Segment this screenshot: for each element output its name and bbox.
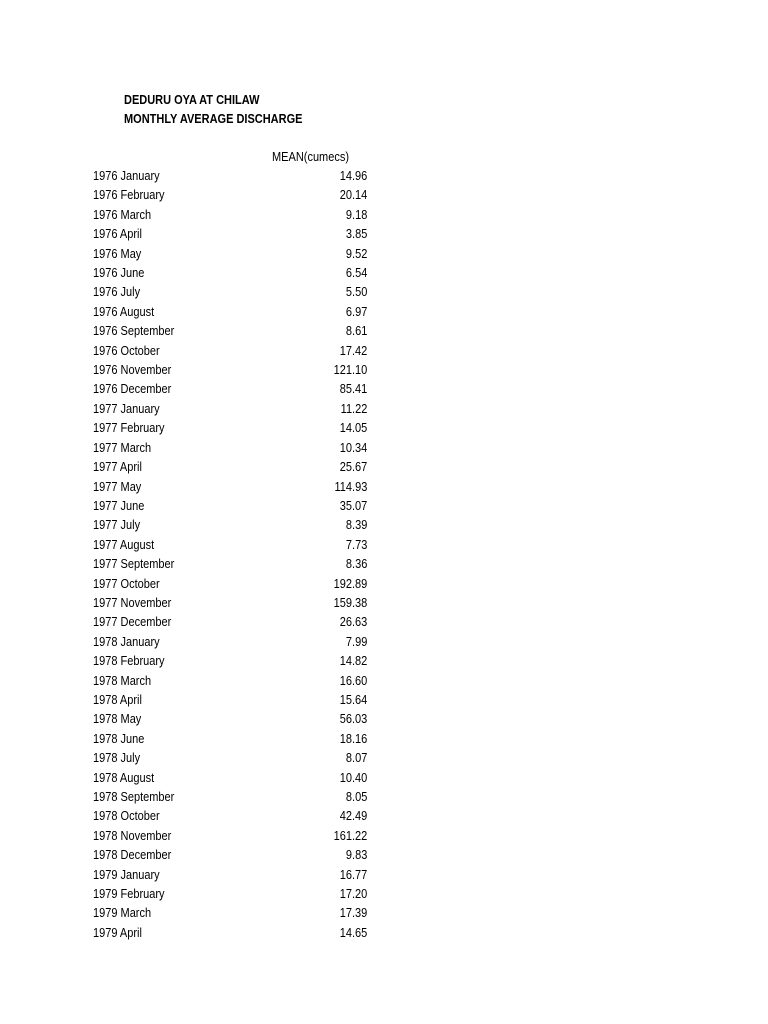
month-label: 1976 August: [93, 304, 155, 319]
table-row: [93, 225, 367, 244]
mean-column-header: MEAN(cumecs): [272, 150, 350, 164]
table-row: [93, 846, 367, 865]
table-row: [93, 594, 367, 613]
mean-discharge-value: 14.96: [339, 169, 367, 183]
month-label: 1976 June: [93, 266, 145, 281]
mean-discharge-value: 16.60: [339, 673, 367, 688]
month-label: 1978 January: [93, 634, 160, 649]
table-row: [93, 264, 367, 283]
table-row: [93, 730, 367, 749]
table-row: [93, 478, 367, 497]
table-row: [93, 342, 367, 361]
table-row: [93, 206, 367, 225]
mean-discharge-value: 8.36: [345, 557, 367, 572]
mean-discharge-value: 18.16: [339, 731, 367, 746]
mean-discharge-value: 11.22: [340, 401, 367, 416]
month-label: 1977 February: [93, 421, 165, 436]
discharge-table: [93, 167, 367, 943]
month-label: 1978 June: [93, 731, 145, 746]
month-label: 1977 March: [93, 440, 152, 455]
mean-discharge-value: 9.52: [345, 246, 367, 261]
month-label: 1977 August: [93, 537, 155, 552]
mean-discharge-value: 17.42: [339, 343, 367, 358]
table-row: [93, 245, 367, 264]
mean-discharge-value: 15.64: [339, 692, 367, 707]
month-label: 1977 July: [93, 518, 141, 533]
mean-discharge-value: 8.61: [345, 324, 367, 339]
month-label: 1977 June: [93, 498, 145, 513]
table-row: [93, 439, 367, 458]
month-label: 1977 November: [93, 595, 172, 610]
table-row: [93, 924, 367, 943]
month-label: 1976 July: [93, 285, 141, 300]
month-label: 1977 December: [93, 615, 172, 630]
month-label: 1978 May: [93, 712, 142, 727]
document-subtitle: MONTHLY AVERAGE DISCHARGE: [124, 112, 303, 126]
mean-discharge-value: 121.10: [333, 363, 367, 378]
mean-discharge-value: 6.97: [345, 304, 367, 319]
month-label: 1979 January: [93, 867, 160, 882]
table-row: [93, 186, 367, 205]
table-row: [93, 400, 367, 419]
table-row: [93, 497, 367, 516]
table-row: [93, 303, 367, 322]
month-label: 1978 November: [93, 828, 172, 843]
table-row: [93, 633, 367, 652]
table-row: [93, 904, 367, 923]
table-row: [93, 769, 367, 788]
table-row: [93, 866, 367, 885]
mean-discharge-value: 25.67: [339, 460, 367, 475]
month-label: 1978 March: [93, 673, 152, 688]
mean-discharge-value: 7.99: [345, 634, 367, 649]
mean-discharge-value: 26.63: [339, 615, 367, 630]
month-label: 1977 October: [93, 576, 160, 591]
month-label: 1977 September: [93, 557, 175, 572]
mean-discharge-value: 16.77: [339, 867, 367, 882]
table-row: [93, 788, 367, 807]
mean-discharge-value: 17.20: [339, 887, 367, 902]
month-label: 1978 August: [93, 770, 155, 785]
month-label: 1979 February: [93, 887, 165, 902]
mean-discharge-value: 9.83: [345, 848, 367, 863]
mean-discharge-value: 10.34: [339, 440, 367, 455]
month-label: 1978 February: [93, 654, 165, 669]
mean-discharge-value: 6.54: [345, 266, 367, 281]
mean-discharge-value: 3.85: [345, 227, 367, 242]
mean-discharge-value: 114.93: [334, 479, 367, 494]
mean-discharge-value: 8.07: [345, 751, 367, 766]
table-row: [93, 322, 367, 341]
table-row: [93, 380, 367, 399]
month-label: 1976 March: [93, 207, 152, 222]
month-label: 1979 April: [93, 925, 142, 940]
table-row: [93, 613, 367, 632]
mean-discharge-value: 8.05: [345, 790, 367, 804]
table-row: [93, 652, 367, 671]
month-label: 1979 March: [93, 906, 152, 921]
mean-discharge-value: 17.39: [339, 906, 367, 921]
month-label: 1976 April: [93, 227, 142, 242]
month-label: 1977 May: [93, 479, 142, 494]
table-row: [93, 283, 367, 302]
month-label: 1976 September: [93, 324, 175, 339]
mean-discharge-value: 42.49: [339, 809, 367, 824]
month-label: 1976 February: [93, 188, 165, 203]
table-row: [93, 536, 367, 555]
table-row: [93, 749, 367, 768]
table-row: [93, 827, 367, 846]
month-label: 1976 December: [93, 382, 172, 397]
table-row: [93, 555, 367, 574]
mean-discharge-value: 7.73: [345, 537, 367, 552]
mean-discharge-value: 161.22: [333, 828, 367, 843]
month-label: 1977 January: [93, 401, 160, 416]
table-row: [93, 419, 367, 438]
table-row: [93, 885, 367, 904]
month-label: 1978 July: [93, 751, 141, 766]
table-row: [93, 710, 367, 729]
month-label: 1978 April: [93, 692, 142, 707]
table-row: [93, 807, 367, 826]
mean-discharge-value: 14.82: [339, 654, 367, 669]
mean-discharge-value: 192.89: [333, 576, 367, 591]
mean-discharge-value: 20.14: [339, 188, 367, 203]
mean-discharge-value: 14.05: [339, 421, 367, 436]
mean-discharge-value: 10.40: [339, 770, 367, 785]
table-row: [93, 516, 367, 535]
month-label: 1978 December: [93, 848, 172, 863]
document-title: DEDURU OYA AT CHILAW: [124, 93, 260, 107]
table-row: [93, 691, 367, 710]
table-row: [93, 167, 367, 186]
table-row: [93, 672, 367, 691]
mean-discharge-value: 14.65: [339, 925, 367, 940]
mean-discharge-value: 159.38: [333, 595, 367, 610]
mean-discharge-value: 35.07: [339, 498, 367, 513]
mean-discharge-value: 56.03: [339, 712, 367, 727]
table-row: [93, 575, 367, 594]
month-label: 1976 January: [93, 169, 160, 183]
table-row: [93, 361, 367, 380]
month-label: 1978 October: [93, 809, 160, 824]
month-label: 1976 October: [93, 343, 160, 358]
mean-discharge-value: 85.41: [339, 382, 367, 397]
month-label: 1977 April: [93, 460, 142, 475]
mean-discharge-value: 9.18: [345, 207, 367, 222]
month-label: 1978 September: [93, 790, 175, 804]
table-row: [93, 458, 367, 477]
mean-discharge-value: 8.39: [345, 518, 367, 533]
mean-discharge-value: 5.50: [345, 285, 367, 300]
month-label: 1976 November: [93, 363, 172, 378]
month-label: 1976 May: [93, 246, 142, 261]
